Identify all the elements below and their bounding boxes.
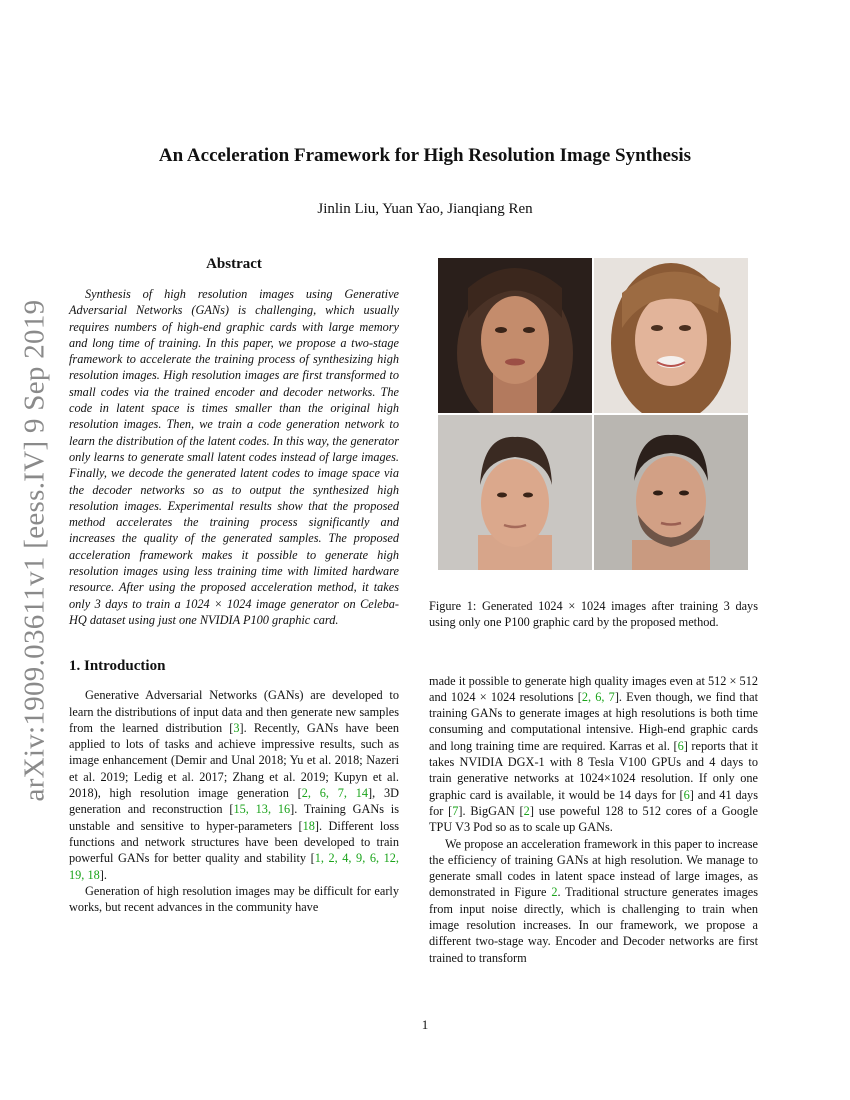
- page-number: 1: [421, 1017, 429, 1032]
- citation-link[interactable]: 7: [452, 803, 459, 818]
- left-column: [69, 256, 399, 915]
- citation-link[interactable]: 18: [302, 818, 315, 833]
- right-column-body: [429, 673, 758, 966]
- citation-link[interactable]: 2: [523, 803, 530, 818]
- citation-link[interactable]: 3: [233, 720, 240, 735]
- arxiv-identifier-text: arXiv:1909.03611v1 [eess.IV] 9 Sep 2019: [18, 299, 51, 801]
- introduction-heading: 1. Introduction: [69, 658, 166, 675]
- figure-1-caption: Figure 1: Generated 1024 × 1024 images after training 3 days using only one P100 graphic card by the proposed method.: [429, 599, 758, 630]
- citation-link[interactable]: 6: [677, 738, 684, 753]
- intro-paragraph-2: Generation of high resolution images may be difficult for early works, but recent advances in the community have: [69, 883, 399, 915]
- citation-link[interactable]: 15, 13, 16: [233, 802, 291, 817]
- right-paragraph-1: made it possible to generate high quality images even at 512 × 512 and 1024 × 1024 resolutions [2, 6, 7]. Even though, we find that training GANs to generate images at high resolutions is both time consuming and computational intensive. High-end graphic cards and long training time are required. Karras et al. [6] reports that it takes NVIDIA DGX-1 with 8 Tesla V100 GPUs and 4 days to train generative networks at 1024×1024 resolution. If only one graphic card is available, it would be 14 days for [6] and 41 days for [7]. BigGAN [2] use poweful 128 to 512 cores of a Google TPU V3 Pod so as to scale up GANs.: [429, 673, 758, 835]
- citation-link[interactable]: 1, 2, 4, 9, 6, 12, 19, 18: [69, 851, 399, 882]
- citation-link[interactable]: 2, 6, 7, 14: [301, 786, 369, 801]
- abstract-heading: Abstract: [206, 256, 262, 272]
- generated-face-image: [594, 415, 748, 570]
- abstract-text: Synthesis of high resolution images using Generative Adversarial Networks (GANs) is challenging, which usually requires numbers of high-end graphic cards with large memory and long time of training. In this paper, we propose a two-stage framework to accelerate the training process of synthesizing high resolution images. High resolution images are first transformed to small codes via the trained encoder and decoder networks. The code in latent space is times smaller than the original high resolution images. Then, we train a code generation network to learn the distribution of the latent codes. In this way, the generator only learns to generate small latent codes instead of large images. Finally, we decode the generated latent codes to image space via the decoder networks so as to output the synthesized high resolution images. Experimental results show that the proposed method accelerates the training process significantly and increases the quality of the generated samples. The proposed acceleration framework makes it possible to generate high resolution images using less training time with limited hardware resource. After using the proposed acceleration method, it takes only 3 days to train a 1024 × 1024 image generator on Celeba-HQ dataset using just one NVIDIA P100 graphic card.: [69, 287, 399, 627]
- paper-authors: Jinlin Liu, Yuan Yao, Jianqiang Ren: [317, 201, 533, 217]
- citation-link[interactable]: 6: [683, 787, 690, 802]
- arxiv-identifier: [10, 300, 60, 800]
- generated-face-image: [438, 258, 592, 413]
- intro-paragraph-1: Generative Adversarial Networks (GANs) are developed to learn the distributions of input data and then generate new samples from the learned distribution [3]. Recently, GANs have been applied to lots of tasks and achieve impressive results, such as image enhancement (Demir and Unal 2018; Yu et al. 2018; Nazeri et al. 2019; Ledig et al. 2017; Zhang et al. 2019; Kupyn et al. 2018), high resolution image generation [2, 6, 7, 14], 3D generation and reconstruction [15, 13, 16]. Training GANs is unstable and sensitive to hyper-parameters [18]. Different loss functions and network structures have been developed to train powerful GANs for better quality and stability [1, 2, 4, 9, 6, 12, 19, 18].: [69, 688, 400, 882]
- citation-link[interactable]: 2, 6, 7: [581, 689, 615, 704]
- generated-face-image: [594, 258, 748, 413]
- figure-link[interactable]: 2: [551, 885, 558, 900]
- paper-title: An Acceleration Framework for High Resolution Image Synthesis: [158, 145, 692, 166]
- right-column: [429, 256, 758, 966]
- figure-1-image-grid: [438, 258, 748, 570]
- right-paragraph-2: We propose an acceleration framework in this paper to increase the efficiency of training GANs at high resolution. We manage to generate small codes in latent space instead of large images, as demonstrated in Figure 2. Traditional structure generates images from input noise directly, which is challenging to train when image resolution increases. In our framework, we propose a different two-stage way. Encoder and Decoder networks are first trained to transform: [429, 836, 758, 965]
- generated-face-image: [438, 415, 592, 570]
